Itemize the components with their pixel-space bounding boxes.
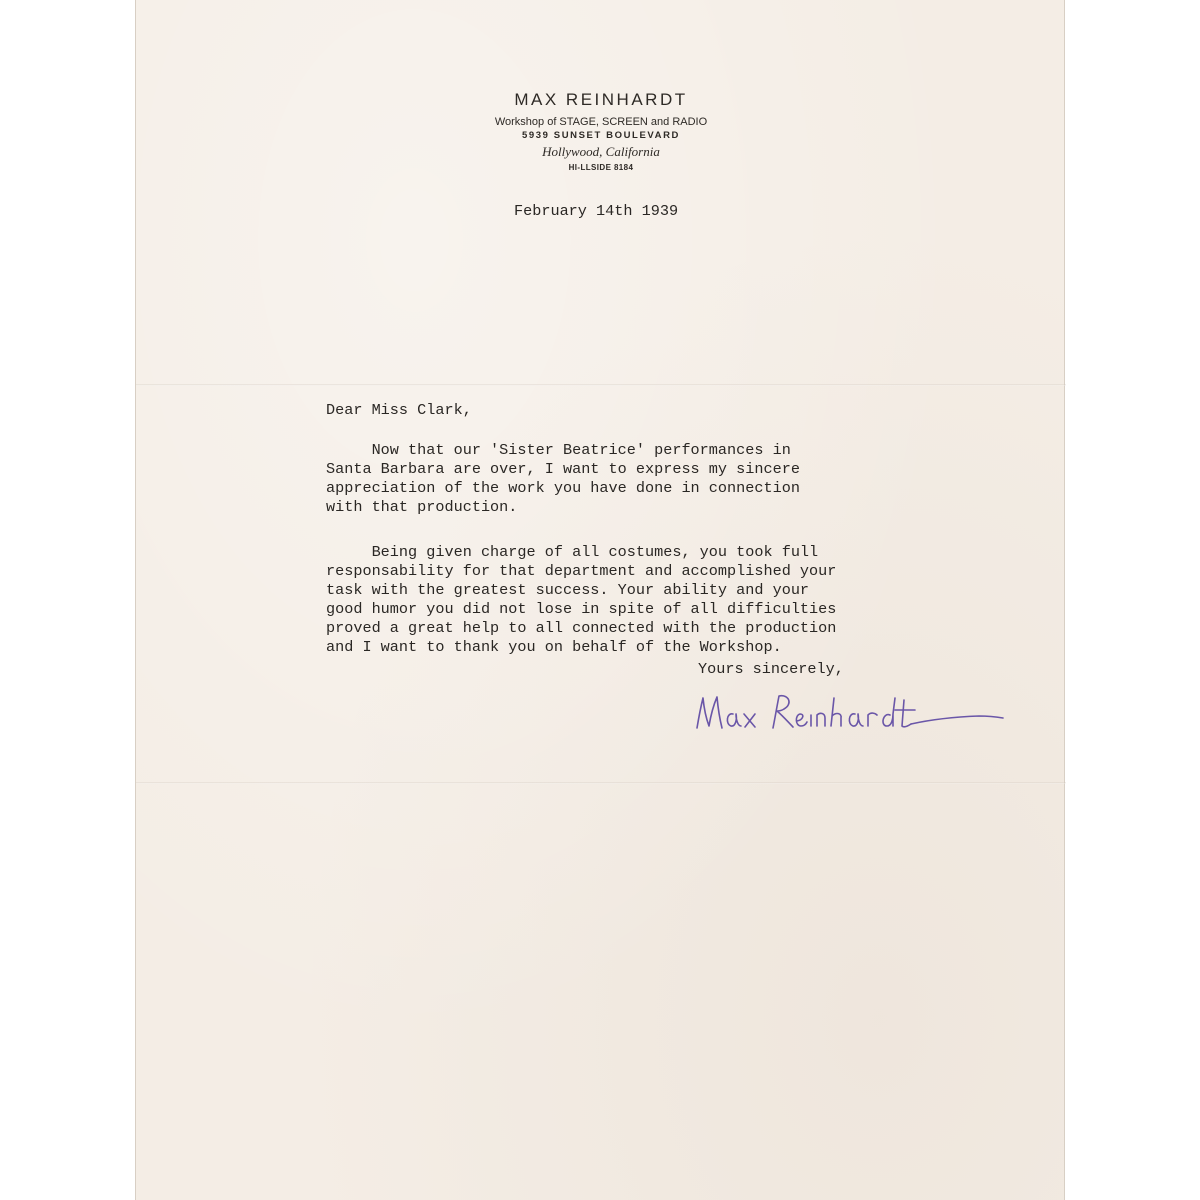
letter-date: February 14th 1939 bbox=[514, 202, 679, 220]
paper-fold-upper bbox=[136, 384, 1066, 386]
letter-salutation: Dear Miss Clark, bbox=[326, 401, 472, 419]
letter-sheet bbox=[135, 0, 1065, 1200]
letterhead bbox=[136, 90, 1066, 172]
letter-paragraph-2: Being given charge of all costumes, you took full responsability for that department and accomplished your task with the greatest success. Your ability and your good humor you did not lose in spite of all difficulties proved a great help to all connected with the production and I want to thank you on behalf of the Workshop. bbox=[326, 543, 837, 656]
signature-image bbox=[689, 684, 1009, 740]
paper-fold-lower bbox=[136, 782, 1066, 784]
letterhead-address: 5939 SUNSET BOULEVARD bbox=[521, 130, 680, 141]
letter-paragraph-1: Now that our 'Sister Beatrice' performances in Santa Barbara are over, I want to express my sincere appreciation of the work you have done in connection with that production. bbox=[326, 441, 800, 516]
letter-closing: Yours sincerely, bbox=[698, 660, 844, 678]
letterhead-workshop: Workshop of STAGE, SCREEN and RADIO bbox=[494, 116, 708, 128]
letterhead-phone: HI-LLSIDE 8184 bbox=[568, 163, 634, 172]
letterhead-city: Hollywood, California bbox=[542, 144, 660, 159]
letterhead-name: MAX REINHARDT bbox=[514, 90, 688, 109]
